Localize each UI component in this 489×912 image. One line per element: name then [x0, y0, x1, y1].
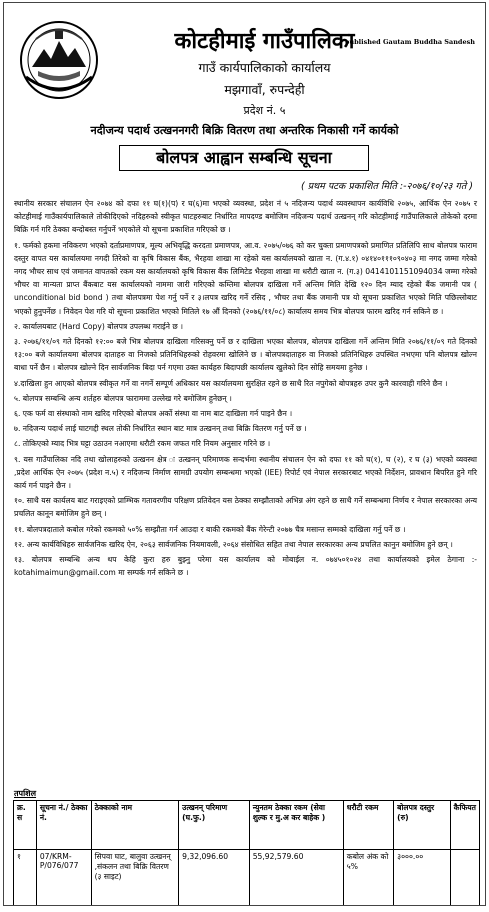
notice-subject: नदीजन्य पदार्थ उत्खननगरी बिक्रि वितरण तथा अन्तरिक निकासी गर्ने कार्यको: [90, 124, 399, 137]
clause-2: २. कार्यालयबाट (Hard Copy) बोलपत्र उपलब्ध गराईने छ ।: [14, 321, 184, 331]
cell-notice-no: 07/KRM-P/076/077: [36, 850, 91, 907]
col-deposit: धरौटी रकम: [343, 801, 393, 850]
first-publication-date: ( प्रथम पटक प्रकाशित मिति :-२०७६/१०/२३ गते ): [300, 181, 473, 192]
clause-12: १२. अन्य कार्यविधिहरु सार्वजनिक खरिद ऐन, २०६३ सार्वजनिक नियमावली, २०६४ संसोधित सहित तथा नेपाल सरकारका अन्य प्रचलित कानुन बमोजिम हुने छन् ।: [14, 539, 453, 549]
col-notice-no: सूचना नं./ ठेक्का नं.: [36, 801, 91, 850]
clause-6: ६. एक फर्म वा संस्थाको नाम खरिद गरिएको बोलपत्र अर्को संस्था वा नाम बाट दाखिला गर्न पाइने छैन ।: [14, 409, 293, 419]
table-row: [14, 850, 480, 907]
schedule-header-row: [14, 801, 480, 850]
clause-4: ४.दाखिला हुन आएको बोलपत्र स्वीकृत गर्ने वा नगर्ने सम्पूर्ण अधिकार यस कार्यालयमा सुरक्षित रहने छ साथै रित नपुगेको बोपत्रहरु उपर कुनै कारवाही गरिने छैन ।: [14, 378, 448, 388]
col-bid-fee: बोलपत्र दस्तुर (रु): [394, 801, 450, 850]
schedule-table: [13, 800, 480, 906]
schedule-label: तपशिल: [14, 789, 37, 798]
col-quantity: उत्खनन् परिमाण (घ.फु.): [179, 801, 250, 850]
col-min-amount: न्युनतम ठेक्का रकम (सेवा शुल्क र मु.अ कर बाहेक ): [249, 801, 343, 850]
col-remarks: कैफियत: [450, 801, 479, 850]
intro-paragraph: स्थानीय सरकार संचालन ऐन २०७४ को दफा ११ घ(१)(प) र घ(६)मा भएको व्यवस्था, प्रदेश नं ५ नदिजन्य पदार्थ व्यवस्थापन कार्यविधि २०७५, आर्थिक ऐन २०७५ र कोटहीमाई गाउँकार्यपालिकाले तोकीदिएको नदिहरुको स्वीकृत घाटहरुबाट निर्धारित मापदण्ड बमोजिम नदिजन्य पदार्थ उत्खनन् गरि कोटहीमाई गाउँपालिकाले तोकेको दरमा बिक्रि गर्न गरि ठेक्का बन्दोबस्त गर्नुपर्ने भएकोले यो सूचना प्रकाशित गरिएको छ ।: [14, 199, 477, 235]
cell-serial: १: [14, 850, 37, 907]
clause-11: ११. बोलपत्रदाताले कबोल गरेको रकमको ५०% सम्झौता गर्न आउदा र बाकी रकमको बैंक गेरेन्टी २०७७ चैत्र मसान्त सम्मको दाखिला गर्नु पर्ने छ ।: [14, 524, 406, 534]
clause-1: १. फर्मको हकमा नविकरण भएको दर्ताप्रमाणपत्र, मूल्य अभिवृद्धि करदता प्रमाणपत्र, आ.व. २०७५/०७६ को कर चुक्ता प्रमाणपत्रको प्रमाणित प्रतिलिपि साथ बोलपत्र फाराम दस्तुर वापत यस कार्यालयमा नगदी तिरेको वा कृषि विकास बैंक, भैरहवा शाखा मा रहेको यस कार्यालयको खाता न. (ग.४.१) ०४१४०१११०९०४०३ मा नगद जम्मा गरेको नगद भौचर साथ एवं जमानत वापतको रकम यस कार्यालयको कृषि विकास बैंक लिमिटेड भैरहवा शाखा मा धरौटी खाता न. (ग.३) 0414101151094034 जम्मा गरेको भौचर वा मान्यता प्राप्त बैंकबाट यस कार्यालयको नाममा जारी गरिएको कम्तिमा बोलपत्र दाखिला गर्ने अन्तिम मिति देखि १२० दिन म्याद रहेको बैंक जमानी पत्र ( unconditional bid bond ) तथा बोलपत्रमा पेश गर्नु पर्ने र ३।लपत्र खरिद गर्ने रसिद , भौचर तथा बैंक जमानी पत्र यो सूचना प्रकाशित भएको मिति पछिल्लोबाट भएको हुनुपर्नेछ । निवेदन पेश गरि यो सूचना प्रकाशित भएको मितिले १७ औं दिनको (२०७६/११/०८) कार्यालय समय भित्र बोलपत्र फारम खरिद गर्न सकिने छ ।: [14, 240, 477, 316]
clause-13: १३. बोलपत्र सम्बन्धि अन्य थप केहि कुरा हरु बुझ्नु परेमा यस कार्यालय को मोबाईल न. ०७४५०१०२४ तथा कार्यालयको इमेल ठेगाना :- kotahimaimun@gmail.com मा सम्पर्क गर्न सकिने छ ।: [14, 555, 477, 578]
col-serial: क्र. स: [14, 801, 37, 850]
cell-quantity: 9,32,096.60: [179, 850, 250, 907]
clause-5: ५. बोलपत्र सम्बन्धि अन्य शर्तहरु बोलपत्र फाराममा उल्लेख गरे बमोजिम हुनेछन् ।: [14, 393, 232, 403]
clause-3: ३. २०७६/११/०९ गते दिनको १२:०० बजे भित्र बोलपत्र दाखिला गरिसक्नु पर्ने छ र दाखिला भएका बोलपत्र, बोलपत्र दाखिला गर्ने अन्तिम मिति २०७६/११/०९ गते दिनको १३:०० बजे कार्यालयमा बोलपत्र दाताहरु वा निजको प्रतिनिधिहरुको रोहवरमा खोलिने छ । बोलपत्रदाताहरु वा निजको प्रतिनिधिहरु उपस्थित नभएमा पनि बोलपत्र खोल्न बाधा पर्ने छैन । बोलपत्र खोल्ने दिन सार्वजनिक बिदा पर्न गएमा उक्त कार्यहरु बिदापछी कार्यालय खुलेको दिन सोहि समयमा हुनेछ ।: [14, 337, 477, 373]
notice-body: [14, 197, 477, 581]
notice-page: [3, 2, 486, 906]
notice-title: बोलपत्र आह्वान सम्बन्धि सूचना: [119, 145, 369, 171]
clause-8: ८. तोकिएको म्याद भित्र घट्टा उठाउन नआएमा धरौटी रकम जफत गरि नियम अनुसार गरिने छ ।: [14, 439, 271, 449]
office-name: गाउँ कार्यपालिकाको कार्यालय: [198, 60, 331, 75]
cell-remarks: [450, 850, 479, 907]
clause-10: १०. साथै यस कार्यलय बाट गराइएको प्राम्भिक गतावरणीय परिक्षण प्रतिवेदन यस ठेक्का सम्झौताको अभिन्न अंग रहने छ साथै गर्ने सम्बन्धमा निर्णय र नेपाल सरकारका अन्य प्रचलित कानून बमोजिम हुने छन् ।: [14, 496, 477, 519]
municipality-title: कोटहीमाई गाउँपालिका: [174, 29, 355, 54]
cell-bid-fee: ३०००.००: [394, 850, 450, 907]
cell-min-amount: 55,92,579.60: [249, 850, 343, 907]
clause-7: ७. नदिजन्य पदार्थ लाई घाटगद्दी स्थल तोकी निर्धारित स्थान बाट मात्र उत्खनन् तथा बिक्रि वितरण गर्नु पर्ने छ ।: [14, 424, 307, 434]
province-label: प्रदेश नं. ५: [243, 104, 286, 117]
clause-9: ९. यस गाउँपालिका नदि तथा खोलाहरुको उत्खनन क्षेत्र ः उत्खनन् परिमाणक सन्दर्भमा स्थानीय संचालन ऐन को दफा ११ को घ(१), घ (२), र घ (३) भएको व्यवस्था ,प्रदेश आर्थिक ऐन २०७५ (प्रदेश न.५) र नदिजन्य निर्माण सामग्री उपयोग सम्बन्धमा भएको (IEE) रिपोर्ट एवं नेपाल सरकारबाट भएको निर्देशन, प्रावधान बिपरित हुने गरि कार्य गर्न पाइने छैन ।: [14, 454, 477, 491]
office-address: मझगावाँ, रुपन्देही: [224, 82, 305, 97]
col-contract-name: ठेक्काको नाम: [91, 801, 179, 850]
cell-deposit: कबोल अंक को ५%: [343, 850, 393, 907]
cell-contract-name: सिपवा घाट, बालुवा उत्खनन् ,संकलन तथा बिक्रि वितरण (३ साइट): [91, 850, 179, 907]
publisher-note: published Gautam Buddha Sandesh: [344, 38, 475, 46]
